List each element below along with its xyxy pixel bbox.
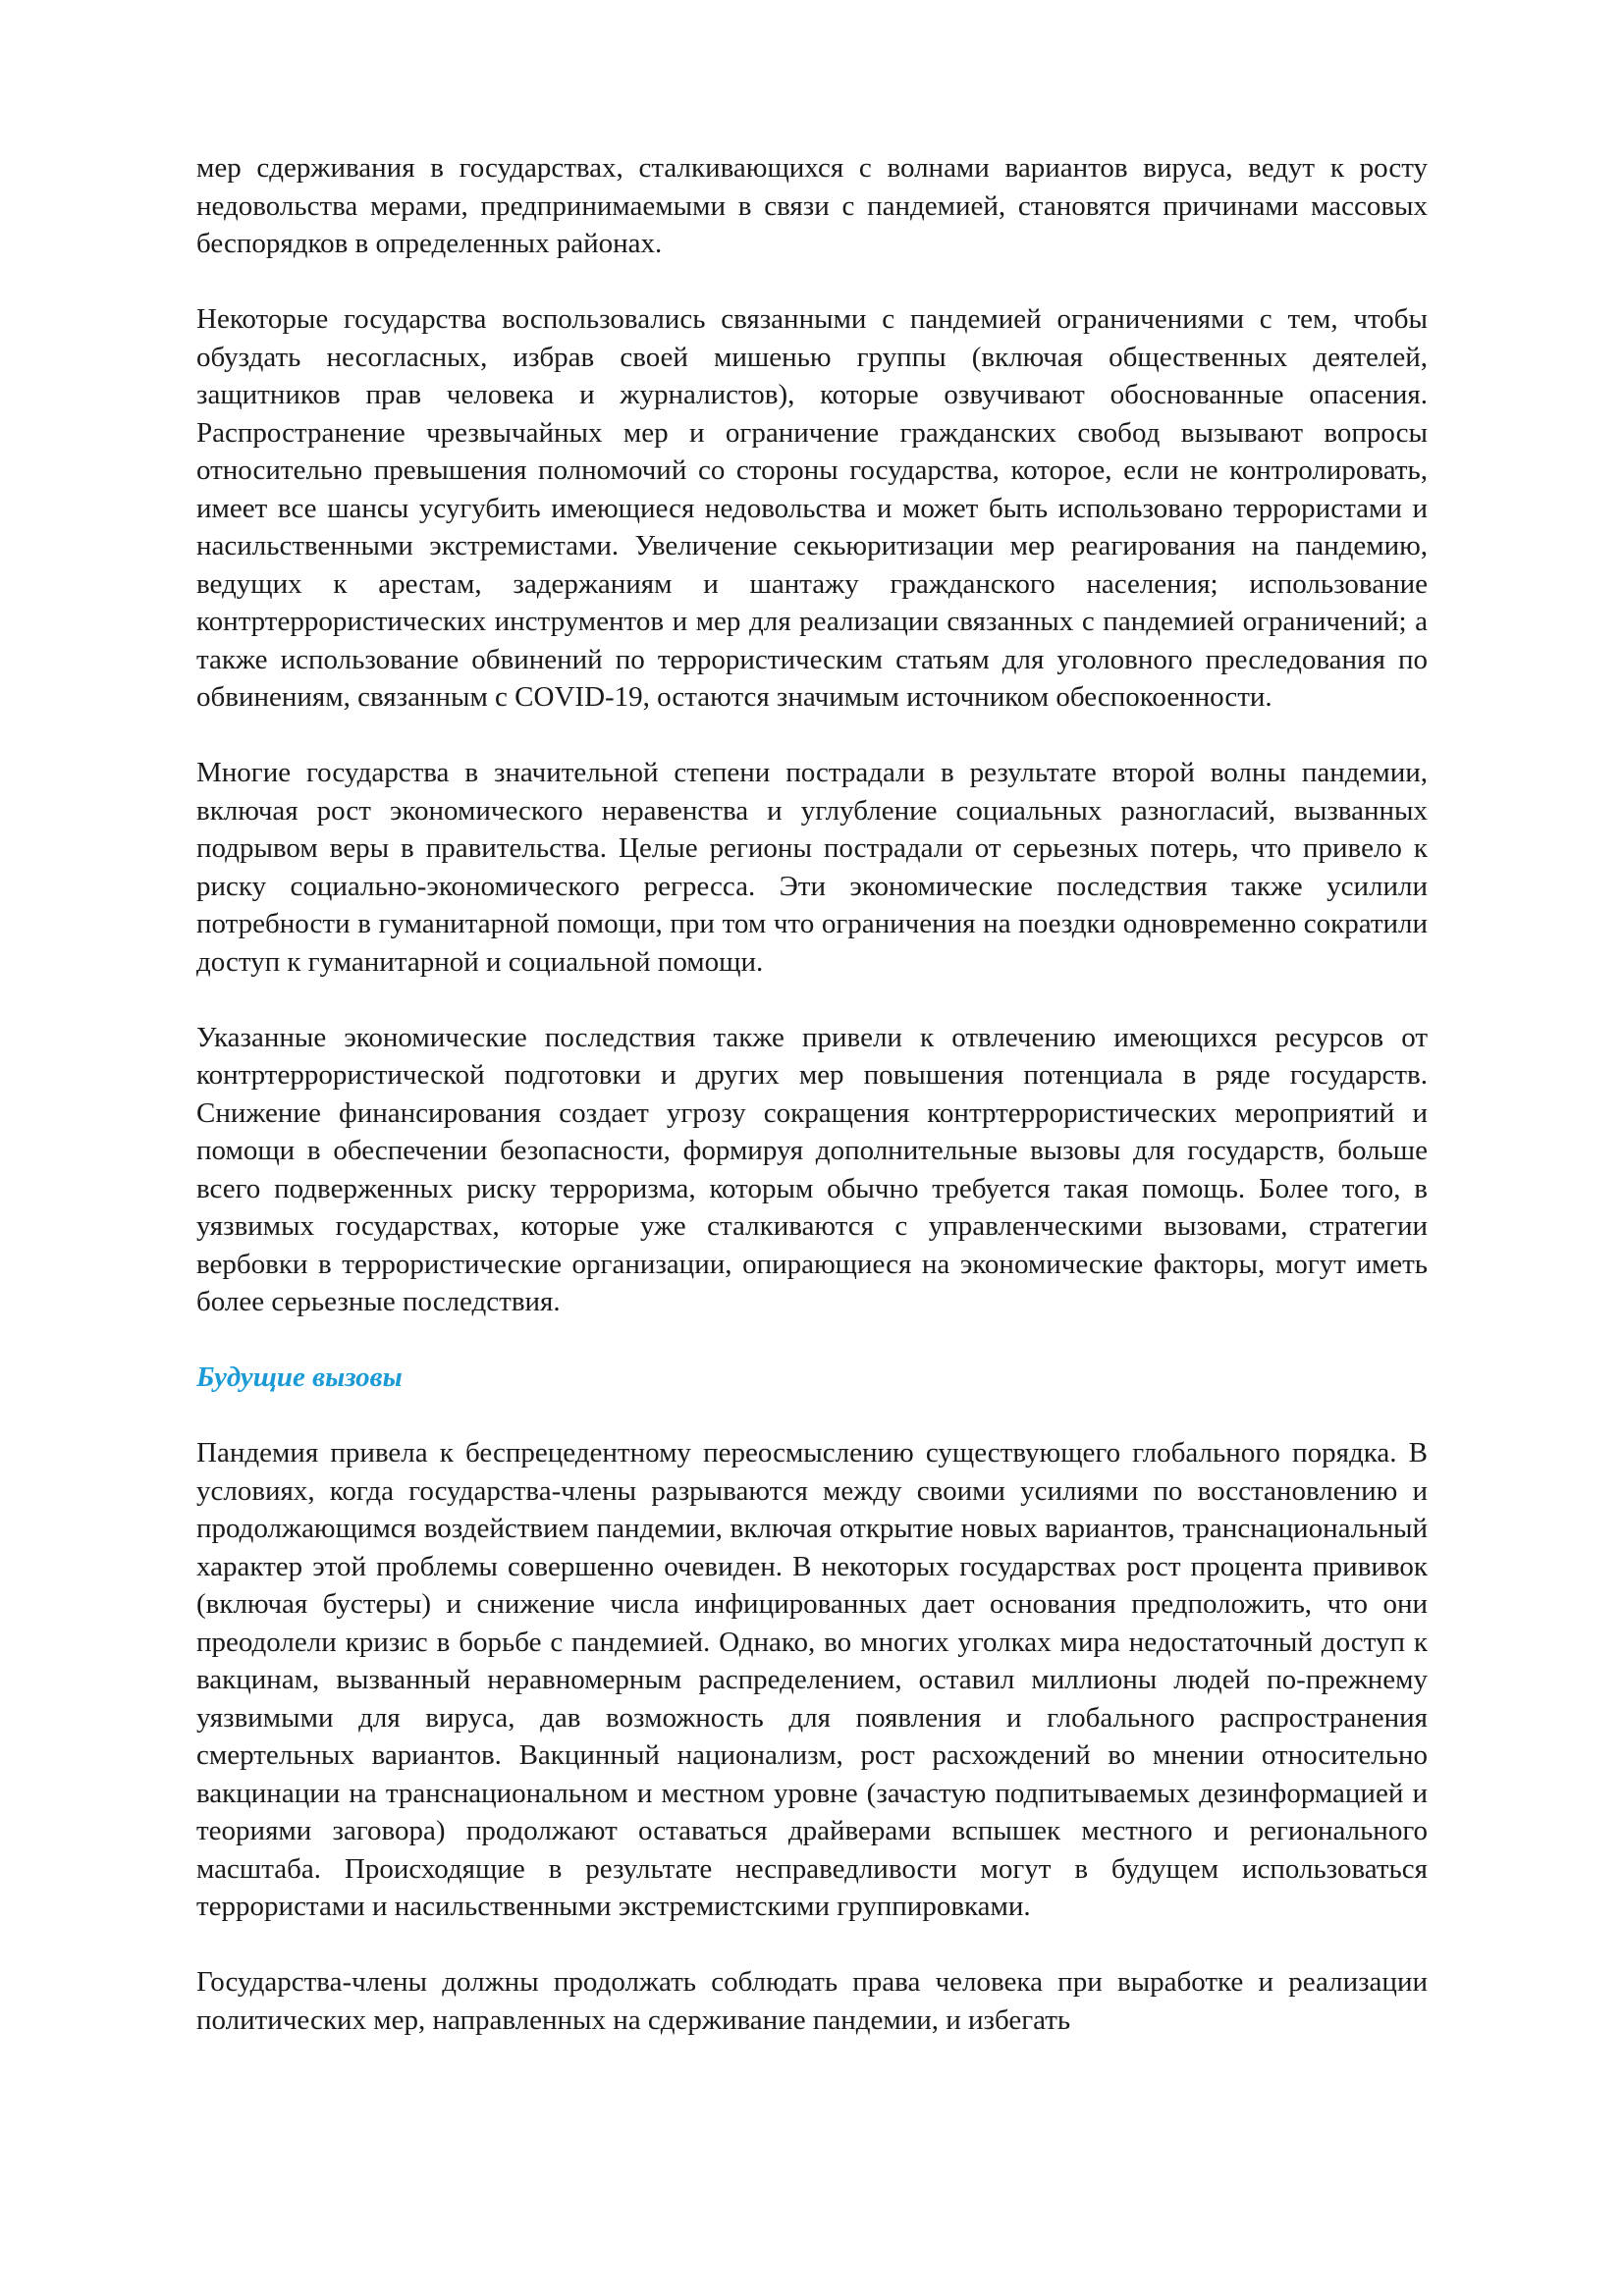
section-heading-future-challenges: Будущие вызовы xyxy=(196,1362,403,1393)
paragraph-global-order: Пандемия привела к беспрецедентному переосмыслению существующего глобального порядка. В условиях, когда государства-члены разрываются между своими усилиями по восстановлению и продолжающимся воздействием пандемии, включая открытие новых вариантов, транснациональный характер этой проблемы совершенно очевиден. В некоторых государствах рост процента прививок (включая бустеры) и снижение числа инфицированных дает основания предположить, что они преодолели кризис в борьбе с пандемией. Однако, во многих уголках мира недостаточный доступ к вакцинам, вызванный неравномерным распределением, оставил миллионы людей по-прежнему уязвимыми для вируса, дав возможность для появления и глобального распространения смертельных вариантов. Вакцинный национализм, рост расхождений во мнении относительно вакцинации на транснациональном и местном уровне (зачастую подпитываемых дезинформацией и теориями заговора) продолжают оставаться драйверами вспышек местного и регионального масштаба. Происходящие в результате несправедливости могут в будущем использоваться террористами и насильственными экстремистскими группировками. xyxy=(196,1437,1428,1922)
paragraph-containment-measures: мер сдерживания в государствах, сталкивающихся с волнами вариантов вируса, ведут к росту недовольства мерами, предпринимаемыми в связи с пандемией, становятся причинами массовых беспорядков в определенных районах. xyxy=(196,152,1428,259)
paragraph-restrictions-dissent: Некоторые государства воспользовались связанными с пандемией ограничениями с тем, чтобы обуздать несогласных, избрав своей мишенью группы (включая общественных деятелей, защитников прав человека и журналистов), которые озвучивают обоснованные опасения. Распространение чрезвычайных мер и ограничение гражданских свобод вызывают вопросы относительно превышения полномочий со стороны государства, которое, если не контролировать, имеет все шансы усугубить имеющиеся недовольства и может быть использовано террористами и насильственными экстремистами. Увеличение секьюритизации мер реагирования на пандемию, ведущих к арестам, задержаниям и шантажу гражданского населения; использование контртеррористических инструментов и мер для реализации связанных с пандемией ограничений; а также использование обвинений по террористическим статьям для уголовного преследования по обвинениям, связанным с COVID-19, остаются значимым источником обеспокоенности. xyxy=(196,303,1428,713)
paragraph-economic-consequences: Указанные экономические последствия также привели к отвлечению имеющихся ресурсов от контртеррористической подготовки и других мер повышения потенциала в ряде государств. Снижение финансирования создает угрозу сокращения контртеррористических мероприятий и помощи в обеспечении безопасности, формируя дополнительные вызовы для государств, больше всего подверженных риску терроризма, которым обычно требуется такая помощь. Более того, в уязвимых государствах, которые уже сталкиваются с управленческими вызовами, стратегии вербовки в террористические организации, опирающиеся на экономические факторы, могут иметь более серьезные последствия. xyxy=(196,1021,1428,1317)
paragraph-second-wave: Многие государства в значительной степени пострадали в результате второй волны пандемии, включая рост экономического неравенства и углубление социальных разногласий, вызванных подрывом веры в правительства. Целые регионы пострадали от серьезных потерь, что привело к риску социально-экономического регресса. Эти экономические последствия также усилили потребности в гуманитарной помощи, при том что ограничения на поездки одновременно сократили доступ к гуманитарной и социальной помощи. xyxy=(196,757,1428,978)
paragraph-member-states: Государства-члены должны продолжать соблюдать права человека при выработке и реализации политических мер, направленных на сдерживание пандемии, и избегать xyxy=(196,1966,1428,2036)
